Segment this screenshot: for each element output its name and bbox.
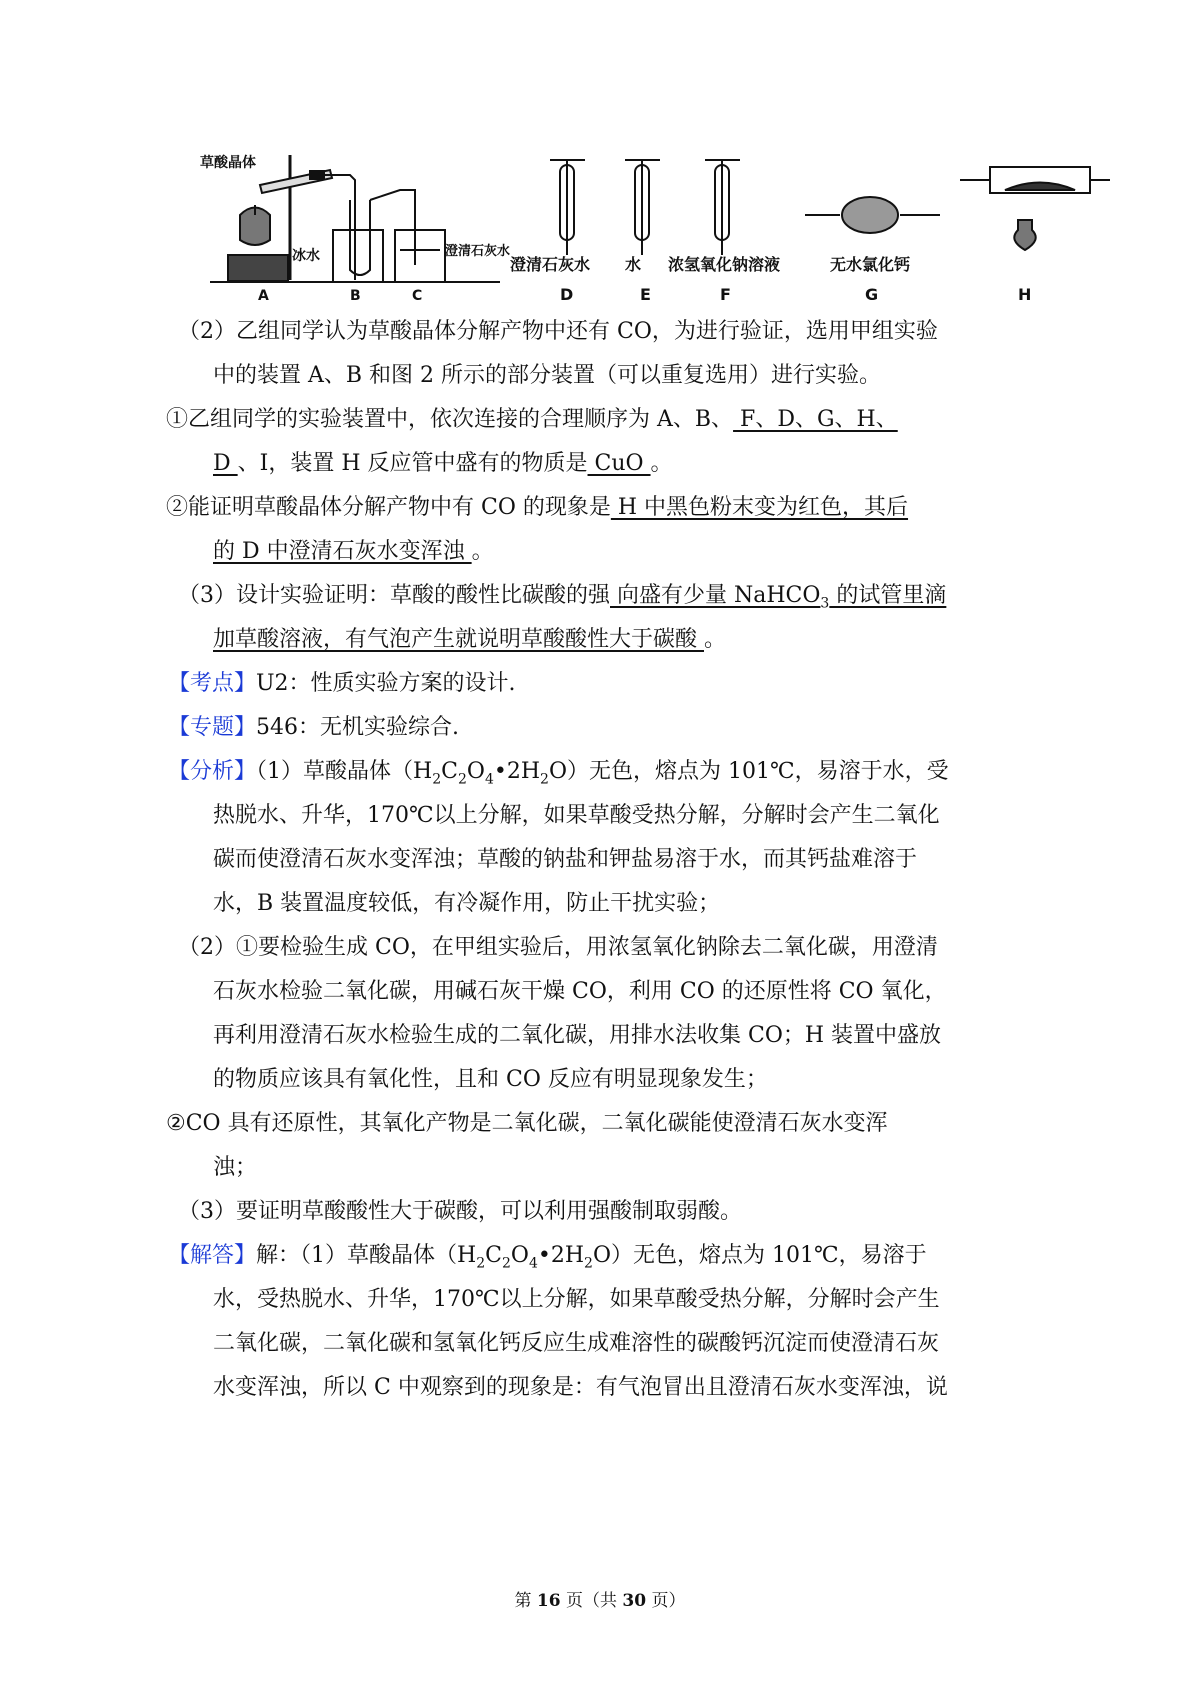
q2-1-line1 xyxy=(166,406,898,434)
letter-f: F xyxy=(720,285,731,304)
q2-2-answer-b: 的 D 中澄清石灰水变浑浊 xyxy=(213,539,472,564)
q3-answer-a: 向盛有少量 NaHCO$_3$ 的试管里滴 xyxy=(610,583,947,612)
q3-line2 xyxy=(213,626,726,654)
letter-b: B xyxy=(350,288,361,304)
label-crystal: 草酸晶体 xyxy=(200,155,256,171)
page-footer: 第 16 页（共 30 页） xyxy=(514,1591,686,1611)
q2-1-pre: ①乙组同学的实验装置中，依次连接的合理顺序为 A、B、 xyxy=(166,407,734,432)
q2-2-line2 xyxy=(213,538,494,566)
q2-1-answer-cuo: CuO xyxy=(587,451,651,476)
q2-1-line2 xyxy=(213,450,673,478)
fenxi-line2: 热脱水、升华，170℃以上分解，如果草酸受热分解，分解时会产生二氧化 xyxy=(213,803,940,828)
fenxi-line8: 的物质应该具有氧化性，且和 CO 反应有明显现象发生； xyxy=(213,1067,768,1092)
total-pages: 30 xyxy=(622,1591,647,1611)
fenxi-line11: （3）要证明草酸酸性大于碳酸，可以利用强酸制取弱酸。 xyxy=(178,1199,742,1224)
jieda-line1: 【解答】解：（1）草酸晶体$(H_2C_2O_4•2H_2O)$无色，熔点为 101℃，易溶于 xyxy=(168,1243,927,1272)
jieda-line3: 二氧化碳，二氧化碳和氢氧化钙反应生成难溶性的碳酸钙沉淀而使澄清石灰 xyxy=(213,1331,940,1356)
q2-2-answer-a: H 中黑色粉末变为红色，其后 xyxy=(610,495,909,520)
kaodian-line xyxy=(168,670,516,698)
label-f: 浓氢氧化钠溶液 xyxy=(668,255,781,274)
letter-a: A xyxy=(258,288,269,304)
page-number: 16 xyxy=(536,1591,561,1611)
letter-g: G xyxy=(865,285,879,304)
label-e: 水 xyxy=(625,255,642,274)
q2-2-end: 。 xyxy=(471,539,494,564)
q3-line1 xyxy=(178,582,946,610)
letter-h: H xyxy=(1018,285,1032,304)
q3-end: 。 xyxy=(704,627,727,652)
q2-1-answer-b: D xyxy=(213,451,238,476)
apparatus-figure xyxy=(200,145,1200,335)
kaodian-tag: 【考点】 xyxy=(168,671,257,696)
q2-1-end: 。 xyxy=(650,451,673,476)
kaodian-text: U2：性质实验方案的设计. xyxy=(256,671,516,696)
fenxi-line6: 石灰水检验二氧化碳，用碱石灰干燥 CO，利用 CO 的还原性将 CO 氧化， xyxy=(213,979,947,1004)
fenxi-line7: 再利用澄清石灰水检验生成的二氧化碳，用排水法收集 CO；H 装置中盛放 xyxy=(213,1023,942,1048)
fenxi-line9: ②CO 具有还原性，其氧化产物是二氧化碳，二氧化碳能使澄清石灰水变浑 xyxy=(166,1111,888,1136)
letter-e: E xyxy=(640,285,651,304)
q2-line1: （2）乙组同学认为草酸晶体分解产物中还有 CO，为进行验证，选用甲组实验 xyxy=(178,319,938,344)
q3-answer-b: 加草酸溶液，有气泡产生就说明草酸酸性大于碳酸 xyxy=(213,627,704,652)
letter-c: C xyxy=(412,288,423,304)
fenxi-line5: （2）①要检验生成 CO，在甲组实验后，用浓氢氧化钠除去二氧化碳，用澄清 xyxy=(178,935,938,960)
fenxi-line4: 水，B 装置温度较低，有冷凝作用，防止干扰实验； xyxy=(213,891,721,916)
q2-line2: 中的装置 A、B 和图 2 所示的部分装置（可以重复选用）进行实验。 xyxy=(213,363,882,388)
jieda-line4: 水变浑浊，所以 C 中观察到的现象是：有气泡冒出且澄清石灰水变浑浊，说 xyxy=(213,1375,948,1400)
zhuanti-line xyxy=(168,714,459,742)
fenxi-tag: 【分析】 xyxy=(168,759,257,784)
q2-1-mid: 、I，装置 H 反应管中盛有的物质是 xyxy=(237,451,588,476)
q2-2-line1 xyxy=(166,494,908,522)
label-d: 澄清石灰水 xyxy=(510,255,591,274)
jieda-line2: 水，受热脱水、升华，170℃以上分解，如果草酸受热分解，分解时会产生 xyxy=(213,1287,940,1312)
fenxi-line10: 浊； xyxy=(213,1155,258,1180)
label-g: 无水氯化钙 xyxy=(830,255,911,274)
fenxi-line3: 碳而使澄清石灰水变浑浊；草酸的钠盐和钾盐易溶于水，而其钙盐难溶于 xyxy=(213,847,918,872)
zhuanti-tag: 【专题】 xyxy=(168,715,257,740)
label-ice-water: 冰水 xyxy=(292,248,320,264)
fenxi-line1: 【分析】（1）草酸晶体$(H_2C_2O_4•2H_2O)$无色，熔点为 101℃，易溶于水，受 xyxy=(168,759,949,788)
q3-pre: （3）设计实验证明：草酸的酸性比碳酸的强 xyxy=(178,583,610,608)
letter-d: D xyxy=(560,285,574,304)
jieda-tag: 【解答】 xyxy=(168,1243,257,1268)
zhuanti-text: 546：无机实验综合. xyxy=(256,715,460,740)
label-lime-water-c: 澄清石灰水 xyxy=(445,244,511,259)
q2-2-pre: ②能证明草酸晶体分解产物中有 CO 的现象是 xyxy=(166,495,611,520)
q2-1-answer-a: F、D、G、H、 xyxy=(733,407,898,432)
